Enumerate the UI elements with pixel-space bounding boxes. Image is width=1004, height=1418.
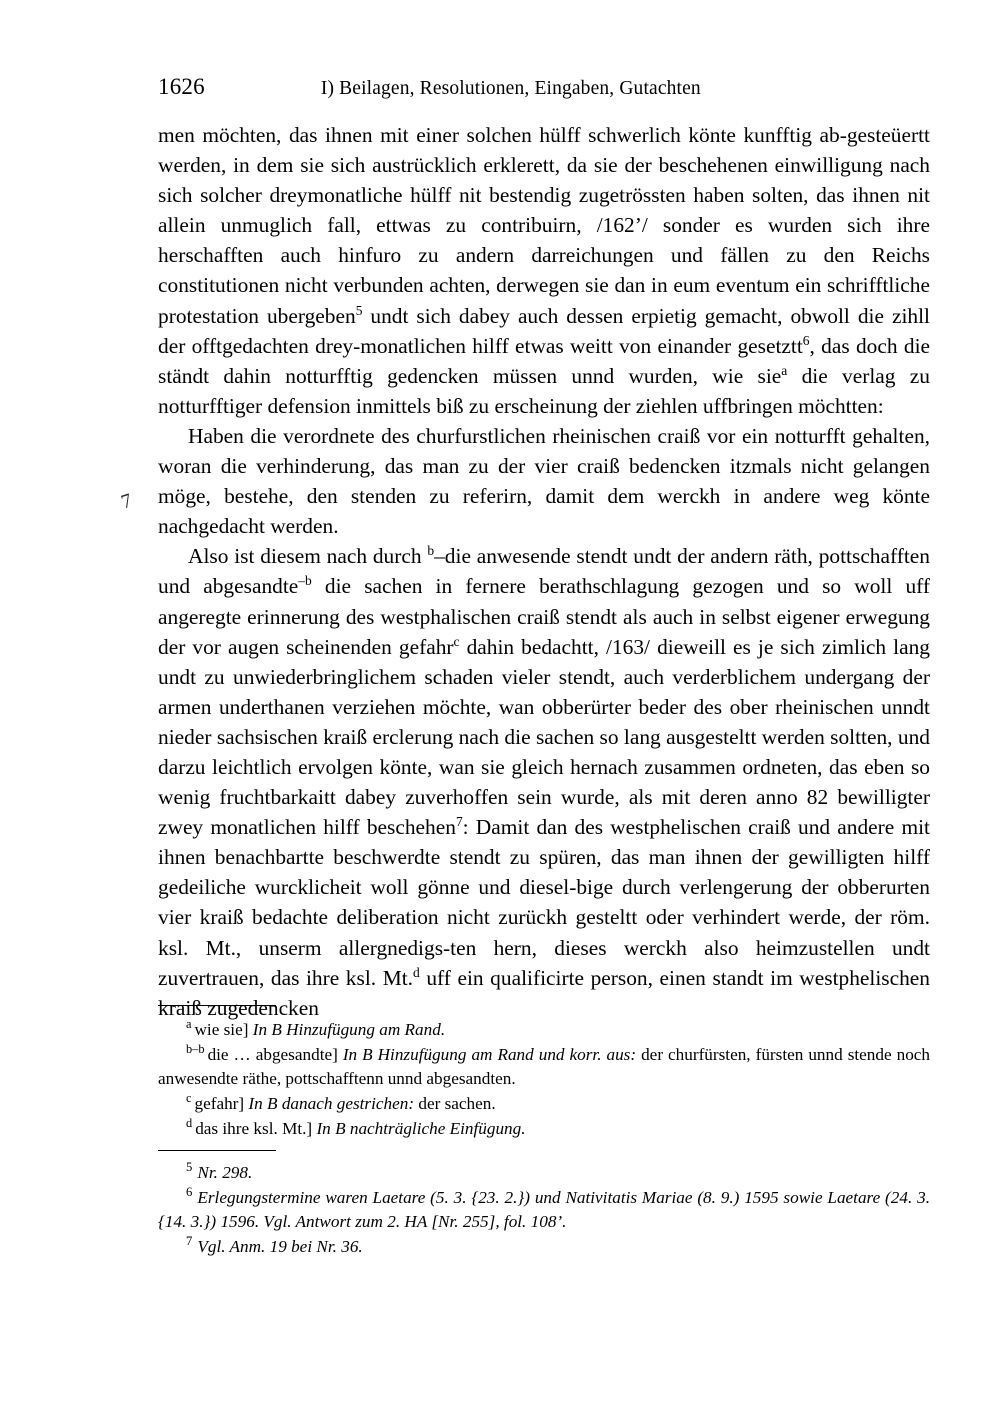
text-run: das ihre ksl. Mt.] <box>195 1119 317 1138</box>
footnote-section <box>158 1150 930 1260</box>
footnote-reference: 5 <box>355 302 363 318</box>
footnote-reference: b <box>427 543 435 559</box>
italic-text: In B Hinzufügung am Rand. <box>252 1020 446 1039</box>
critical-apparatus <box>158 1005 930 1142</box>
text-run: uff ein qualificirte person, einen standt im westphelischen kraiß zugedencken <box>158 965 930 1020</box>
apparatus-marker: a <box>186 1017 192 1032</box>
apparatus-rule <box>158 1005 276 1006</box>
body-text <box>158 120 930 1023</box>
paragraph <box>158 120 930 421</box>
footnote-reference: d <box>413 964 420 980</box>
footnote-reference: –b <box>298 573 312 589</box>
page-number: 1626 <box>158 74 205 99</box>
italic-text: Nr. 298. <box>197 1163 253 1182</box>
text-run: der sachen. <box>414 1094 496 1113</box>
text-run: die verlag zu notturfftiger defension inmittels biß zu erscheinung der ziehlen uffbringen möchtten: <box>158 363 930 418</box>
footnote-reference: 6 <box>802 332 810 348</box>
footnote-list <box>158 1161 930 1259</box>
apparatus-note <box>158 1092 930 1116</box>
text-run: gefahr] <box>194 1094 249 1113</box>
text-run: men möchten, das ihnen mit einer solchen hülff schwerlich könte kunfftig ab-gesteüertt werden, in dem sie sich austrücklich erklerett, da sie der beschehenen einwilligung nach sich solcher dreymonatliche hülff nit bestendig zugetrössten haben solten, das ihnen nit allein unmuglich fall, ettwas zu contribuirn, /162’/ sonder es wurden sich ihre herschafften auch hinfuro zu andern darreichungen und fällen zu den Reichs constitutionen nicht verbunden achten, derwegen sie dan in eum eventum ein schrifftliche protestation ubergeben <box>158 123 930 328</box>
text-run: dahin bedachtt, /163/ dieweill es je sich zimlich lang undt zu unwiederbringlichem schaden vieler stendt, auch verderblichem undergang der armen underthanen verziehen möchte, wan obberürter beder des ober rheinischen unndt nieder sachsischen kraiß erclerung nach die sachen so lang ausgesteltt werden soltten, und darzu leichtlich ervolgen könte, wan sie gleich hernach zusammen ordneten, das eben so wenig fruchtbarkaitt dabey zuverhoffen sein wurde, als mit deren anno 82 bewilligter zwey monatlichen hilff beschehen <box>158 634 930 840</box>
italic-text: In B nachträgliche Einfügung. <box>316 1119 526 1138</box>
text-run: Also ist diesem nach durch <box>188 544 428 569</box>
text-run: undt sich dabey auch dessen erpietig gemacht, obwoll die zihll der offtgedachten drey-monatlichen hilff etwas weitt von einander gesetztt <box>158 303 930 358</box>
paragraph <box>158 421 930 541</box>
running-title: I) Beilagen, Resolutionen, Eingaben, Gutachten <box>320 78 701 99</box>
apparatus-marker: c <box>186 1091 192 1106</box>
text-run: die … abgesandte] <box>207 1045 343 1064</box>
footnote-number: 6 <box>186 1185 193 1200</box>
footnote-rule <box>158 1150 276 1151</box>
footnote <box>158 1161 930 1185</box>
running-head <box>158 74 846 104</box>
italic-text: Vgl. Anm. 19 bei Nr. 36. <box>197 1237 363 1256</box>
footnote-number: 7 <box>186 1234 193 1249</box>
text-run: wie sie] <box>194 1020 253 1039</box>
footnote <box>158 1186 930 1234</box>
apparatus-note <box>158 1117 930 1141</box>
text-run: der churfürsten, fürsten unnd stende noch anwesendte räthe, pottschafftenn unnd abgesandten. <box>158 1045 931 1088</box>
footnote-reference: a <box>781 362 788 378</box>
text-run: : Damit dan des westphelischen craiß und andere mit ihnen benachbartte beschwerdte stendt zu spüren, das man ihnen der gewilligten hilff gedeiliche wurcklicheit woll gönne und diesel-bige durch verlengerung der obberurten vier kraiß bedachte deliberation nicht zurückh gesteltt oder verhindert werde, der röm. ksl. Mt., unserm allergnedigs-ten hern, dieses werckh also heimzustellen undt zuvertrauen, das ihre ksl. Mt. <box>158 815 930 990</box>
italic-text: In B danach gestrichen: <box>248 1094 415 1113</box>
apparatus-note <box>158 1043 930 1091</box>
footnote-reference: 7 <box>455 814 463 830</box>
italic-text: Erlegungstermine waren Laetare (5. 3. {23. 2.}) und Nativitatis Mariae (8. 9.) 1595 sowie Laetare (24. 3. {14. 3.}) 1596. Vgl. Antwort zum 2. HA [Nr. 255], fol. 108’. <box>158 1188 930 1231</box>
footnote-number: 5 <box>186 1160 193 1175</box>
apparatus-marker: d <box>186 1116 193 1131</box>
footnote-reference: c <box>453 633 460 649</box>
text-run: die sachen in fernere berathschlagung gezogen und so woll uff angeregte erinnerung des westphalischen craiß stendt als auch in selbst eigener erwegung der vor augen scheinenden gefahr <box>158 574 930 659</box>
apparatus-marker: b–b <box>186 1042 205 1057</box>
apparatus-note-list <box>158 1018 930 1141</box>
margin-mark: 7 <box>118 489 135 514</box>
paragraph <box>158 541 930 1023</box>
italic-text: In B Hinzufügung am Rand und korr. aus: <box>342 1045 637 1064</box>
text-run: , das doch die ständt dahin notturfftig gedencken müssen unnd wurden, wie sie <box>158 333 931 388</box>
text-run: –die anwesende stendt undt der andern räth, pottschafften und abgesandte <box>158 544 930 599</box>
footnote <box>158 1235 930 1259</box>
text-run: Haben die verordnete des churfurstlichen rheinischen craiß vor ein notturfft gehalten, woran die verhinderung, das man zu der vier craiß bedencken itzmals nicht gelangen möge, bestehe, den stenden zu referirn, damit dem werckh in andere weg könte nachgedacht werden. <box>158 423 930 539</box>
apparatus-note <box>158 1018 930 1042</box>
